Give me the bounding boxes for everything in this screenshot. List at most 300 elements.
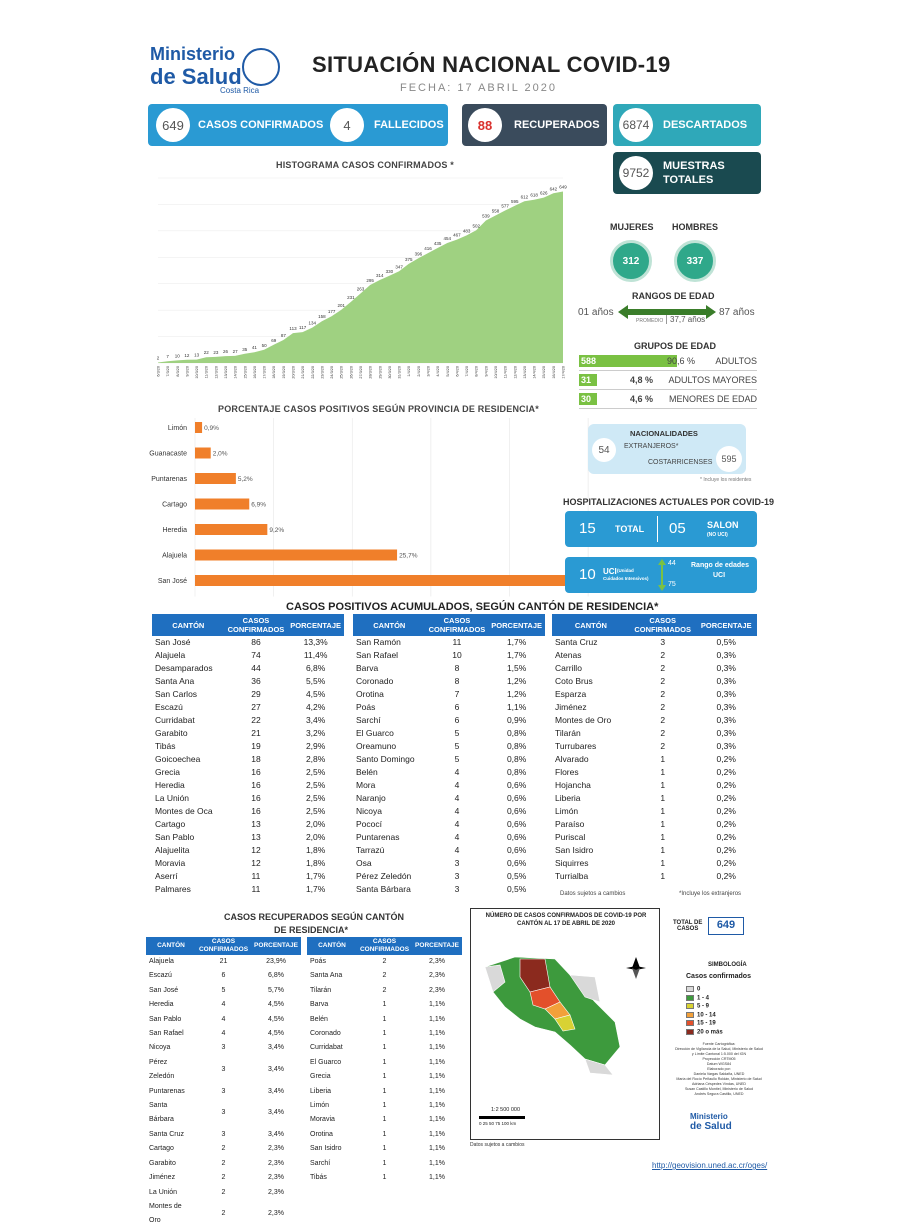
case-count: 4 bbox=[454, 767, 460, 777]
legend-item bbox=[686, 1020, 716, 1027]
table-row bbox=[552, 766, 757, 779]
case-percent: 2,3% bbox=[268, 1174, 284, 1182]
case-count: 3 bbox=[221, 1130, 226, 1138]
canton-name: Flores bbox=[555, 767, 579, 777]
histogram-value-label: 41 bbox=[251, 345, 257, 351]
men-label: HOMBRES bbox=[672, 222, 719, 232]
case-count: 16 bbox=[251, 806, 261, 816]
histogram-value-label: 23 bbox=[213, 349, 219, 355]
table-row bbox=[353, 727, 545, 740]
canton-name: El Guarco bbox=[310, 1058, 342, 1066]
histogram-date-label: 25/3/20 bbox=[339, 366, 344, 379]
table-row bbox=[307, 955, 462, 969]
table-row bbox=[353, 792, 545, 805]
hospital-salon-label: SALON bbox=[707, 520, 739, 530]
case-count: 12 bbox=[251, 858, 261, 868]
map-note: Datos sujetos a cambios bbox=[470, 1142, 525, 1148]
age-group-label: ADULTOS bbox=[715, 356, 757, 366]
canton-name: Escazú bbox=[155, 702, 183, 712]
case-count: 22 bbox=[251, 715, 261, 725]
table-row bbox=[552, 701, 757, 714]
canton-name: Paraíso bbox=[555, 819, 585, 829]
case-count: 1 bbox=[382, 1073, 387, 1081]
table-row bbox=[146, 1128, 301, 1142]
canton-name: Nicoya bbox=[356, 806, 382, 816]
credit-line: Andrés Segura Castillo, UNED bbox=[694, 1092, 744, 1096]
histogram-date-label: 28/3/20 bbox=[368, 366, 373, 379]
canton-name: San Pablo bbox=[155, 832, 195, 842]
table-row bbox=[552, 779, 757, 792]
canton-name: Limón bbox=[555, 806, 579, 816]
case-count: 36 bbox=[251, 676, 261, 686]
canton-name: Heredia bbox=[149, 1001, 174, 1009]
canton-name: Alajuela bbox=[155, 650, 186, 660]
table-row bbox=[552, 844, 757, 857]
age-avg: 37,7 años bbox=[666, 315, 705, 324]
histogram-chart bbox=[150, 172, 570, 402]
case-count: 1 bbox=[382, 1044, 387, 1052]
case-percent: 0,5% bbox=[506, 884, 527, 894]
table-row bbox=[152, 870, 344, 883]
canton-name: Goicoechea bbox=[155, 754, 201, 764]
histogram-value-label: 595 bbox=[511, 198, 519, 204]
canton-name: Tarrazú bbox=[356, 845, 385, 855]
canton-name: Moravia bbox=[310, 1116, 335, 1124]
table-row bbox=[152, 818, 344, 831]
hospital-title: HOSPITALIZACIONES ACTUALES POR COVID-19 bbox=[563, 497, 775, 507]
case-count: 3 bbox=[454, 871, 460, 881]
case-count: 2 bbox=[660, 715, 666, 725]
table-row bbox=[307, 1056, 462, 1070]
case-percent: 1,1% bbox=[429, 1102, 445, 1110]
histogram-value-label: 87 bbox=[280, 333, 286, 339]
uci-range-arrow-icon bbox=[657, 559, 667, 591]
case-count: 1 bbox=[382, 1159, 387, 1167]
histogram-value-label: 539 bbox=[482, 213, 490, 219]
case-count: 2 bbox=[221, 1210, 226, 1218]
histogram-date-label: 13/3/20 bbox=[224, 366, 228, 379]
table-row bbox=[552, 870, 757, 883]
legend-item bbox=[686, 995, 709, 1002]
histogram-value-label: 314 bbox=[376, 273, 384, 279]
case-percent: 1,1% bbox=[429, 1145, 445, 1153]
age-group-bar: 31 bbox=[579, 374, 597, 386]
case-percent: 0,8% bbox=[506, 767, 527, 777]
credit-line: Proyección CRTM05 bbox=[702, 1057, 736, 1061]
legend-swatch bbox=[686, 1012, 694, 1018]
canton-table-col1 bbox=[152, 614, 344, 896]
credit-line: y Límite Cantonal 1:5.000 del IGN bbox=[691, 1052, 747, 1056]
table-row bbox=[307, 1113, 462, 1127]
histogram-date-label: 23/3/20 bbox=[320, 366, 325, 379]
histogram-date-label: 29/3/20 bbox=[378, 366, 383, 379]
footer-link[interactable]: http://geovision.uned.ac.cr/oges/ bbox=[652, 1161, 768, 1170]
legend-label: 0 bbox=[697, 986, 701, 993]
province-label: Guanacaste bbox=[149, 450, 187, 458]
table-row bbox=[552, 740, 757, 753]
canton-name: Atenas bbox=[555, 650, 582, 660]
table-row bbox=[307, 969, 462, 983]
table-row bbox=[307, 1171, 462, 1185]
histogram-date-label: 10/3/20 bbox=[195, 366, 200, 379]
uci-range-bottom: 75 bbox=[668, 581, 676, 588]
table-header: PORCENTAJE bbox=[287, 614, 344, 636]
map-ministry-logo bbox=[690, 1112, 750, 1138]
case-count: 1 bbox=[660, 754, 666, 764]
case-percent: 0,8% bbox=[506, 754, 527, 764]
case-percent: 6,8% bbox=[268, 972, 284, 980]
case-count: 3 bbox=[221, 1109, 226, 1117]
table-row bbox=[307, 1027, 462, 1041]
canton-name: Liberia bbox=[310, 1087, 332, 1095]
case-count: 29 bbox=[251, 689, 261, 699]
histogram-date-label: 10/4/20 bbox=[494, 366, 498, 379]
table-row bbox=[146, 1056, 301, 1085]
ministry-seal-icon bbox=[242, 48, 280, 86]
histogram-date-label: 7/3/20 bbox=[166, 366, 171, 377]
case-percent: 1,1% bbox=[506, 702, 527, 712]
province-label: San José bbox=[157, 578, 187, 585]
canton-note1: Datos sujetos a cambios bbox=[560, 891, 626, 897]
case-count: 1 bbox=[382, 1001, 387, 1009]
canton-name: La Unión bbox=[149, 1188, 178, 1196]
case-count: 16 bbox=[251, 780, 261, 790]
page-title: SITUACIÓN NACIONAL COVID-19 bbox=[312, 52, 671, 77]
case-count: 2 bbox=[660, 728, 666, 738]
case-count: 74 bbox=[251, 650, 261, 660]
age-group-pct: 4,6 % bbox=[630, 394, 654, 404]
legend-label: 15 - 19 bbox=[697, 1020, 716, 1027]
histogram-title: HISTOGRAMA CASOS CONFIRMADOS * bbox=[276, 160, 455, 170]
credit-line: Adriana Céspedes Víndas, UNED bbox=[692, 1082, 746, 1086]
canton-name: Alajuela bbox=[149, 958, 174, 965]
case-percent: 2,3% bbox=[429, 972, 445, 980]
case-percent: 0,2% bbox=[716, 832, 736, 842]
case-count: 1 bbox=[382, 1058, 387, 1066]
table-row bbox=[146, 1200, 301, 1229]
histogram-value-label: 435 bbox=[433, 241, 442, 247]
histogram-value-label: 375 bbox=[404, 256, 413, 262]
table-row bbox=[353, 701, 545, 714]
credit-line: Fuente Cartográfica: bbox=[702, 1042, 736, 1046]
nationality-box bbox=[588, 424, 746, 474]
legend-title2: Casos confirmados bbox=[686, 973, 751, 980]
case-count: 18 bbox=[251, 754, 261, 764]
case-percent: 0,3% bbox=[716, 650, 736, 660]
case-count: 2 bbox=[660, 663, 666, 673]
case-count: 2 bbox=[660, 702, 666, 712]
case-count: 1 bbox=[660, 806, 666, 816]
table-row bbox=[552, 831, 757, 844]
case-percent: 1,1% bbox=[429, 1030, 445, 1038]
canton-name: La Unión bbox=[155, 793, 190, 803]
case-percent: 5,7% bbox=[268, 986, 284, 994]
histogram-date-label: 22/3/20 bbox=[310, 366, 315, 379]
case-count: 1 bbox=[382, 1030, 387, 1038]
table-row bbox=[146, 984, 301, 998]
table-row bbox=[152, 792, 344, 805]
table-row bbox=[353, 766, 545, 779]
case-count: 3 bbox=[221, 1087, 226, 1095]
histogram-date-label: 17/3/20 bbox=[262, 366, 267, 379]
canton-name: Sarchí bbox=[356, 715, 381, 725]
case-count: 13 bbox=[251, 819, 261, 829]
case-count: 7 bbox=[454, 689, 460, 699]
canton-name: Poás bbox=[356, 702, 376, 712]
case-percent: 2,0% bbox=[305, 832, 326, 842]
histogram-value-label: 642 bbox=[549, 186, 558, 192]
table-row bbox=[552, 727, 757, 740]
province-bar bbox=[195, 575, 587, 586]
case-percent: 0,6% bbox=[506, 819, 527, 829]
canton-name: Puntarenas bbox=[356, 832, 400, 842]
histogram-date-label: 3/4/20 bbox=[426, 366, 431, 377]
canton-note2: *Incluye los extranjeros bbox=[679, 891, 742, 897]
histogram-date-label: 19/3/20 bbox=[281, 366, 286, 379]
table-row bbox=[353, 649, 545, 662]
canton-name: Orotina bbox=[356, 689, 384, 699]
legend-item bbox=[686, 986, 700, 993]
histogram-date-label: 27/3/20 bbox=[359, 366, 363, 379]
canton-name: Belén bbox=[310, 1015, 328, 1023]
case-percent: 1,1% bbox=[429, 1044, 445, 1052]
table-row bbox=[353, 740, 545, 753]
table-row bbox=[146, 1013, 301, 1027]
canton-name: Santa Bárbara bbox=[356, 884, 411, 894]
hospital-uci-label: UCI bbox=[603, 567, 617, 576]
case-count: 4 bbox=[454, 793, 460, 803]
table-header: CASOS CONFIRMADOS bbox=[225, 614, 288, 636]
case-count: 8 bbox=[454, 676, 460, 686]
case-count: 4 bbox=[221, 1030, 226, 1038]
canton-name: Puntarenas bbox=[149, 1087, 185, 1095]
case-percent: 0,2% bbox=[716, 819, 736, 829]
canton-name: Tibás bbox=[155, 741, 176, 751]
case-percent: 1,1% bbox=[429, 1073, 445, 1081]
case-percent: 0,3% bbox=[716, 715, 736, 725]
legend-swatch bbox=[686, 995, 694, 1001]
table-row bbox=[552, 675, 757, 688]
case-percent: 3,4% bbox=[268, 1109, 284, 1117]
case-count: 1 bbox=[660, 819, 666, 829]
case-percent: 0,6% bbox=[506, 845, 527, 855]
province-label: Limón bbox=[167, 425, 187, 432]
canton-name: Tibás bbox=[310, 1174, 327, 1182]
ministry-logo bbox=[150, 44, 290, 96]
case-count: 11 bbox=[251, 884, 261, 894]
age-group-bar: 30 bbox=[579, 393, 597, 405]
samples-label2: TOTALES bbox=[663, 174, 714, 186]
case-percent: 1,1% bbox=[429, 1174, 445, 1182]
case-percent: 0,3% bbox=[716, 676, 736, 686]
table-row bbox=[552, 636, 757, 649]
case-percent: 1,1% bbox=[429, 1159, 445, 1167]
canton-name: Garabito bbox=[155, 728, 188, 738]
case-count: 1 bbox=[660, 871, 666, 881]
table-row bbox=[146, 1142, 301, 1156]
histogram-date-label: 14/3/20 bbox=[233, 366, 238, 379]
case-percent: 0,3% bbox=[716, 741, 736, 751]
case-percent: 6,8% bbox=[305, 663, 326, 673]
age-group-bar: 588 bbox=[579, 355, 677, 367]
case-count: 3 bbox=[454, 858, 460, 868]
case-percent: 2,0% bbox=[305, 819, 326, 829]
table-row bbox=[152, 649, 344, 662]
canton-name: Escazú bbox=[149, 972, 172, 980]
canton-name: Limón bbox=[310, 1102, 330, 1110]
canton-name: Liberia bbox=[555, 793, 581, 803]
histogram-value-label: 612 bbox=[520, 194, 529, 200]
histogram-date-label: 6/4/20 bbox=[455, 366, 460, 377]
table-header: CASOS CONFIRMADOS bbox=[357, 937, 412, 955]
canton-name: Mora bbox=[356, 780, 376, 790]
table-row bbox=[353, 844, 545, 857]
canton-name: Santa Bárbara bbox=[149, 1102, 174, 1124]
table-row bbox=[146, 969, 301, 983]
canton-name: Naranjo bbox=[356, 793, 386, 803]
north-arrow-icon bbox=[626, 957, 646, 979]
map-total-label bbox=[673, 920, 702, 932]
case-count: 5 bbox=[454, 754, 460, 764]
canton-name: San Pablo bbox=[149, 1015, 182, 1023]
histogram-date-label: 12/3/20 bbox=[214, 366, 219, 379]
table-row bbox=[152, 883, 344, 896]
canton-name: Santa Ana bbox=[155, 676, 195, 686]
canton-name: Alvarado bbox=[555, 754, 589, 764]
table-row bbox=[146, 1027, 301, 1041]
province-label: Cartago bbox=[162, 501, 187, 509]
table-row bbox=[353, 831, 545, 844]
case-percent: 1,2% bbox=[506, 676, 527, 686]
case-percent: 1,1% bbox=[429, 1058, 445, 1066]
case-count: 3 bbox=[660, 637, 666, 647]
case-count: 3 bbox=[221, 1044, 226, 1052]
province-bar bbox=[195, 524, 267, 535]
case-count: 86 bbox=[251, 637, 261, 647]
map-title1: NÚMERO DE CASOS CONFIRMADOS DE COVID-19 POR bbox=[485, 913, 647, 919]
case-count: 5 bbox=[454, 741, 460, 751]
table-row bbox=[552, 805, 757, 818]
confirmed-card bbox=[148, 104, 448, 146]
canton-name: San Carlos bbox=[155, 689, 198, 699]
province-value-label: 2,0% bbox=[212, 450, 228, 458]
case-count: 13 bbox=[251, 832, 261, 842]
canton-name: Pococí bbox=[356, 819, 382, 829]
case-count: 19 bbox=[251, 741, 261, 751]
case-percent: 0,6% bbox=[506, 832, 527, 842]
histogram-value-label: 577 bbox=[501, 203, 509, 209]
uci-range-label2: UCI bbox=[713, 572, 726, 579]
canton-name: Orotina bbox=[310, 1130, 333, 1138]
scale-bar bbox=[479, 1116, 525, 1119]
age-group-label: ADULTOS MAYORES bbox=[668, 375, 757, 385]
logo-line1: Ministerio bbox=[150, 44, 236, 64]
age-group-pct: 90,6 % bbox=[667, 356, 696, 366]
discarded-card bbox=[613, 104, 761, 146]
histogram-date-label: 24/3/20 bbox=[330, 366, 335, 379]
case-count: 4 bbox=[221, 1015, 226, 1023]
canton-name: Barva bbox=[310, 1001, 329, 1009]
nationality-title: NACIONALIDADES bbox=[630, 429, 698, 438]
case-percent: 4,5% bbox=[268, 1015, 284, 1023]
canton-name: Tilarán bbox=[555, 728, 581, 738]
legend-label: 10 - 14 bbox=[697, 1012, 716, 1019]
table-row bbox=[146, 1099, 301, 1128]
canton-name: Osa bbox=[356, 858, 372, 868]
case-percent: 0,2% bbox=[716, 806, 736, 816]
table-row bbox=[353, 688, 545, 701]
credit-line: María del Rocío Peñaullo Roldán, Ministerio de Salud bbox=[676, 1077, 762, 1081]
histogram-date-label: 6/3/20 bbox=[156, 366, 161, 377]
case-count: 11 bbox=[251, 871, 261, 881]
case-percent: 0,6% bbox=[506, 793, 527, 803]
table-header: CANTÓN bbox=[146, 937, 196, 955]
case-percent: 2,5% bbox=[305, 780, 326, 790]
case-count: 1 bbox=[660, 832, 666, 842]
canton-name: Garabito bbox=[149, 1159, 176, 1167]
table-row bbox=[152, 675, 344, 688]
table-row bbox=[152, 701, 344, 714]
histogram-date-label: 8/3/20 bbox=[175, 366, 180, 377]
case-count: 6 bbox=[454, 702, 460, 712]
table-row bbox=[552, 714, 757, 727]
histogram-value-label: 558 bbox=[491, 208, 500, 214]
table-row bbox=[152, 740, 344, 753]
case-count: 16 bbox=[251, 767, 261, 777]
table-row bbox=[152, 805, 344, 818]
canton-name: Pérez Zeledón bbox=[149, 1058, 175, 1081]
case-count: 10 bbox=[452, 650, 462, 660]
canton-name: Siquirres bbox=[555, 858, 589, 868]
age-group-pct: 4,8 % bbox=[630, 375, 654, 385]
hospital-total-card bbox=[565, 511, 757, 547]
province-chart bbox=[150, 414, 580, 594]
canton-name: Barva bbox=[356, 663, 379, 673]
canton-name: Curridabat bbox=[155, 715, 195, 725]
table-row bbox=[353, 753, 545, 766]
case-percent: 0,6% bbox=[506, 806, 527, 816]
hospital-total: 15 bbox=[579, 520, 596, 537]
table-row bbox=[152, 714, 344, 727]
canton-table-col2 bbox=[353, 614, 545, 896]
case-percent: 0,3% bbox=[716, 728, 736, 738]
canton-name: Puriscal bbox=[555, 832, 586, 842]
table-row bbox=[152, 844, 344, 857]
canton-name: Santa Cruz bbox=[555, 637, 598, 647]
case-percent: 2,3% bbox=[429, 986, 445, 994]
histogram-date-label: 16/3/20 bbox=[252, 366, 257, 379]
map-total-label1: TOTAL DE bbox=[673, 920, 703, 926]
histogram-value-label: 263 bbox=[356, 286, 365, 292]
case-count: 1 bbox=[382, 1174, 387, 1182]
confirmed-count: 649 bbox=[156, 108, 190, 142]
case-percent: 4,5% bbox=[268, 1030, 284, 1038]
table-row bbox=[307, 1157, 462, 1171]
case-count: 12 bbox=[251, 845, 261, 855]
legend-label: 5 - 9 bbox=[697, 1003, 710, 1010]
table-row bbox=[353, 675, 545, 688]
deaths-count: 4 bbox=[330, 108, 364, 142]
table-row bbox=[152, 766, 344, 779]
case-percent: 0,8% bbox=[506, 741, 527, 751]
histogram-value-label: 396 bbox=[414, 251, 423, 257]
credit-line: Susan Castillo Montiel, Ministerio de Salud bbox=[684, 1087, 754, 1091]
histogram-date-label: 15/4/20 bbox=[542, 366, 547, 379]
histogram-date-label: 2/4/20 bbox=[416, 366, 421, 377]
histogram-value-label: 13 bbox=[194, 352, 200, 358]
case-count: 2 bbox=[382, 986, 387, 994]
legend-swatch bbox=[686, 986, 694, 992]
